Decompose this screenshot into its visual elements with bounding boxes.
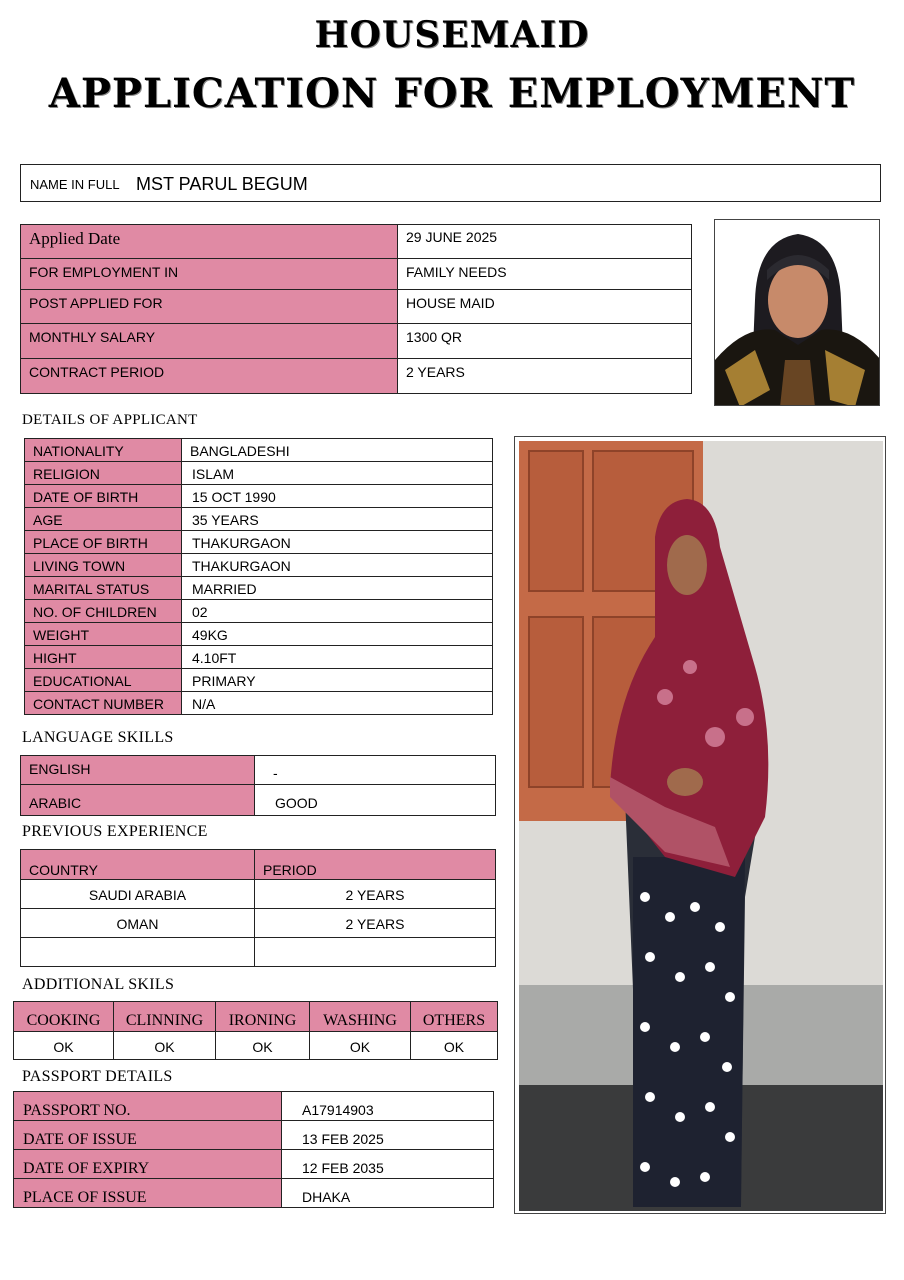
- employment-label: FOR EMPLOYMENT IN: [21, 259, 398, 290]
- passport-value: DHAKA: [282, 1179, 494, 1208]
- experience-heading: PREVIOUS EXPERIENCE: [22, 823, 208, 840]
- employment-label: Applied Date: [21, 225, 398, 259]
- passport-heading: PASSPORT DETAILS: [22, 1068, 173, 1085]
- skill-value: OK: [216, 1032, 310, 1060]
- full-body-photo-image: [515, 437, 886, 1214]
- employment-table: [20, 224, 692, 394]
- passport-photo: [714, 219, 880, 406]
- experience-column-country: COUNTRY: [21, 850, 255, 880]
- detail-label: LIVING TOWN: [25, 554, 182, 577]
- detail-label: EDUCATIONAL: [25, 669, 182, 692]
- detail-value: 15 OCT 1990: [182, 485, 493, 508]
- experience-table: [20, 849, 496, 967]
- page-subtitle: APPLICATION FOR EMPLOYMENT: [48, 70, 856, 117]
- detail-value: 4.10FT: [182, 646, 493, 669]
- detail-value: 35 YEARS: [182, 508, 493, 531]
- detail-value: THAKURGAON: [182, 531, 493, 554]
- detail-label: PLACE OF BIRTH: [25, 531, 182, 554]
- employment-label: CONTRACT PERIOD: [21, 359, 398, 394]
- experience-period: [255, 938, 496, 967]
- detail-label: NATIONALITY: [25, 439, 182, 462]
- name-label: NAME IN FULL: [30, 177, 120, 192]
- skills-table: [13, 1001, 498, 1060]
- page-title: HOUSEMAID: [314, 14, 590, 56]
- detail-value: BANGLADESHI: [182, 439, 493, 462]
- passport-value: 12 FEB 2035: [282, 1150, 494, 1179]
- detail-value: PRIMARY: [182, 669, 493, 692]
- full-body-photo: [514, 436, 886, 1214]
- skill-column: OTHERS: [411, 1002, 498, 1032]
- passport-photo-image: [715, 220, 880, 406]
- language-value: GOOD: [255, 785, 496, 816]
- language-heading: LANGUAGE SKILLS: [22, 729, 174, 746]
- detail-label: WEIGHT: [25, 623, 182, 646]
- skill-value: OK: [114, 1032, 216, 1060]
- detail-value: N/A: [182, 692, 493, 715]
- passport-label: DATE OF ISSUE: [14, 1121, 282, 1150]
- detail-label: CONTACT NUMBER: [25, 692, 182, 715]
- skill-value: OK: [14, 1032, 114, 1060]
- skill-column: CLINNING: [114, 1002, 216, 1032]
- experience-column-period: PERIOD: [255, 850, 496, 880]
- experience-country: OMAN: [21, 909, 255, 938]
- detail-label: HIGHT: [25, 646, 182, 669]
- detail-value: ISLAM: [182, 462, 493, 485]
- passport-table: [13, 1091, 494, 1208]
- skills-heading: ADDITIONAL SKILS: [22, 976, 175, 993]
- language-label: ARABIC: [21, 785, 255, 816]
- employment-label: MONTHLY SALARY: [21, 324, 398, 359]
- detail-label: AGE: [25, 508, 182, 531]
- employment-label: POST APPLIED FOR: [21, 290, 398, 324]
- detail-label: MARITAL STATUS: [25, 577, 182, 600]
- skill-column: COOKING: [14, 1002, 114, 1032]
- experience-period: 2 YEARS: [255, 880, 496, 909]
- employment-value: FAMILY NEEDS: [398, 259, 692, 290]
- skill-value: OK: [310, 1032, 411, 1060]
- details-heading: DETAILS OF APPLICANT: [22, 412, 198, 428]
- detail-label: RELIGION: [25, 462, 182, 485]
- passport-value: 13 FEB 2025: [282, 1121, 494, 1150]
- passport-label: DATE OF EXPIRY: [14, 1150, 282, 1179]
- detail-value: MARRIED: [182, 577, 493, 600]
- employment-value: HOUSE MAID: [398, 290, 692, 324]
- employment-value: 1300 QR: [398, 324, 692, 359]
- passport-label: PLACE OF ISSUE: [14, 1179, 282, 1208]
- details-table: [24, 438, 493, 715]
- employment-value: 2 YEARS: [398, 359, 692, 394]
- experience-country: SAUDI ARABIA: [21, 880, 255, 909]
- skill-column: IRONING: [216, 1002, 310, 1032]
- detail-label: NO. OF CHILDREN: [25, 600, 182, 623]
- employment-value: 29 JUNE 2025: [398, 225, 692, 259]
- detail-value: 02: [182, 600, 493, 623]
- skill-value: OK: [411, 1032, 498, 1060]
- detail-value: 49KG: [182, 623, 493, 646]
- experience-period: 2 YEARS: [255, 909, 496, 938]
- skill-column: WASHING: [310, 1002, 411, 1032]
- language-label: ENGLISH: [21, 756, 255, 785]
- name-row: [20, 164, 881, 202]
- experience-country: [21, 938, 255, 967]
- language-value: -: [255, 756, 496, 785]
- detail-label: DATE OF BIRTH: [25, 485, 182, 508]
- passport-label: PASSPORT NO.: [14, 1092, 282, 1121]
- name-value: MST PARUL BEGUM: [136, 174, 308, 194]
- language-table: [20, 755, 496, 816]
- passport-value: A17914903: [282, 1092, 494, 1121]
- detail-value: THAKURGAON: [182, 554, 493, 577]
